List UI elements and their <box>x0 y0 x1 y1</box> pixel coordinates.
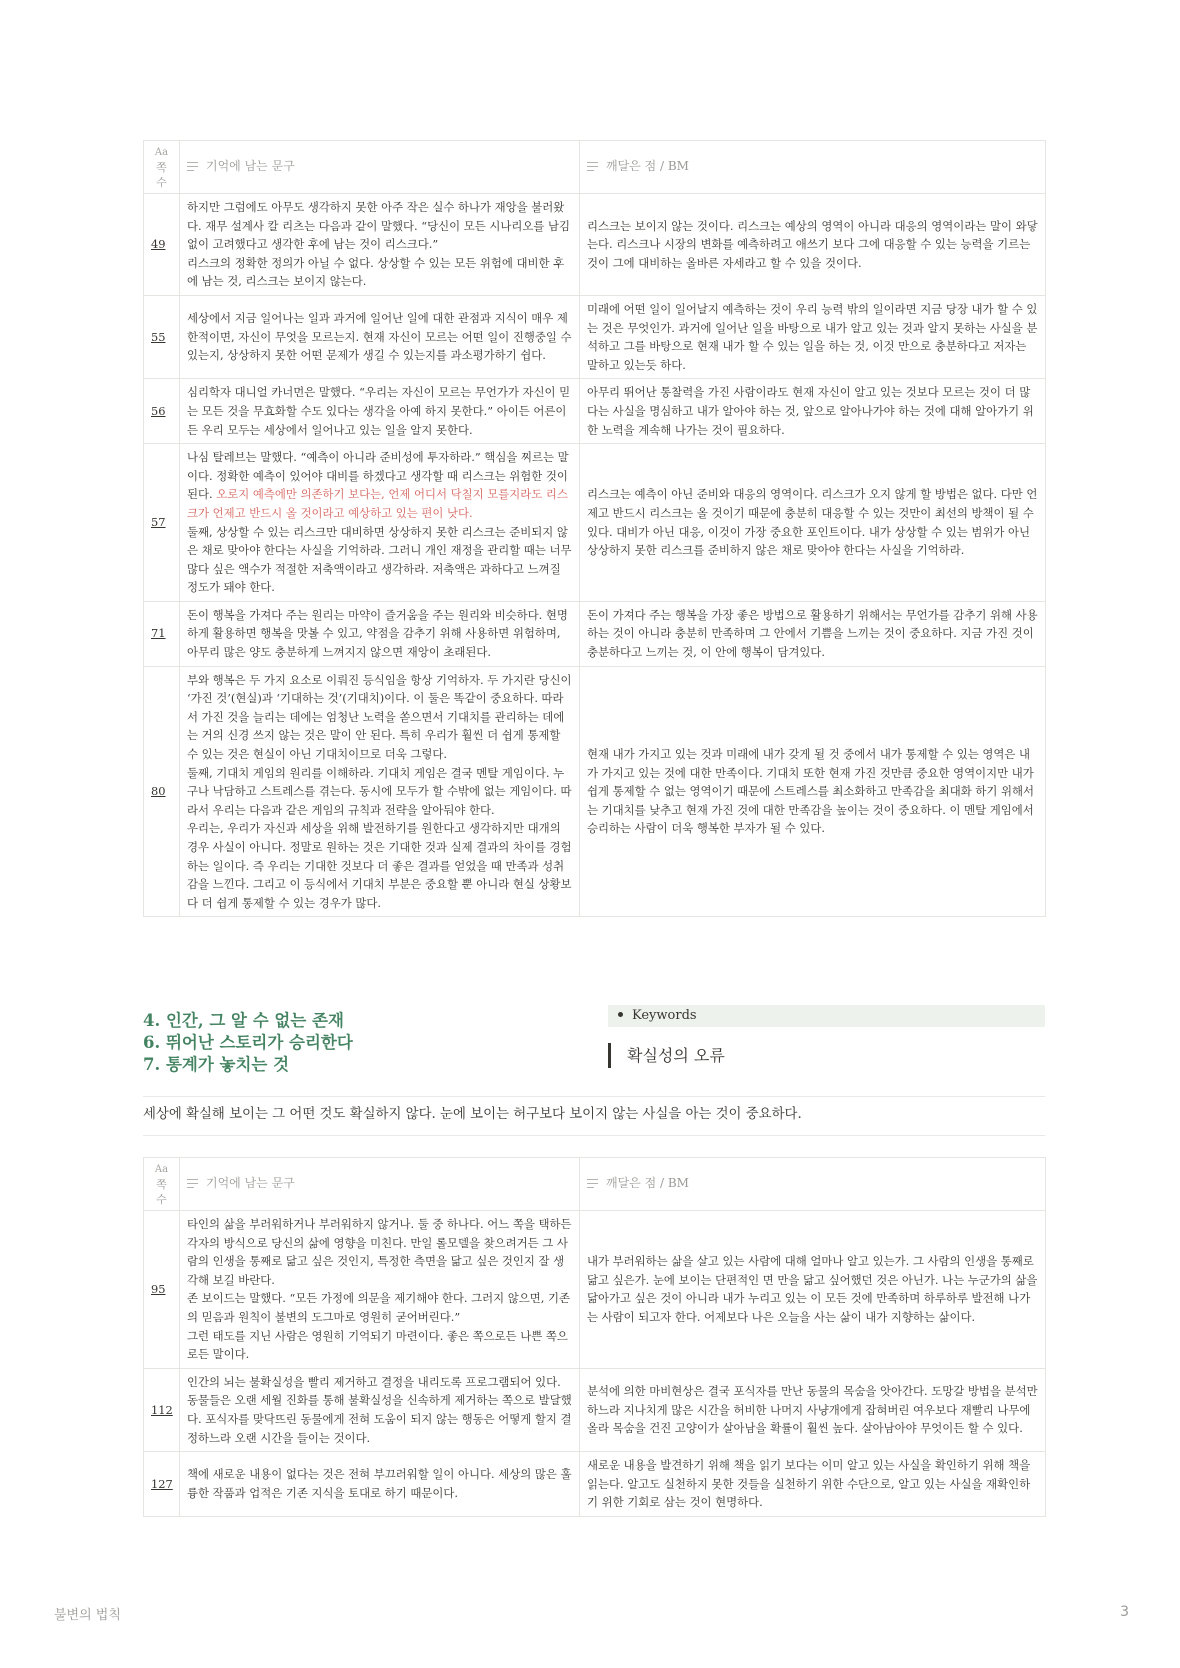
note-text: 리스크는 보이지 않는 것이다. 리스크는 예상의 영역이 아니라 대응의 영역이라는 말이 와닿는다. 리스크나 시장의 변화를 예측하려고 애쓰기 보다 그에 대응할 수 있는 능력을 기르는 것이 그에 대비하는 올바른 자세라고 할 수 있을 것이다. <box>587 218 1038 270</box>
quote-cell <box>180 1368 580 1451</box>
note-cell <box>580 601 1046 666</box>
chapter-heading: 4. 인간, 그 알 수 없는 존재 <box>143 1011 344 1030</box>
text-property-icon: Aa <box>154 146 169 158</box>
quote-text: 인간의 뇌는 불확실성을 빨리 제거하고 결정을 내리도록 프로그램되어 있다. 동물들은 오랜 세월 진화를 통해 불확실성을 신속하게 제거하는 쪽으로 발달했다. 포식자를 맞닥뜨린 동물에게 전혀 도움이 되지 않는 행동은 어떻게 할지 결정하느라 오랜 시간을 들이는 것이다. <box>187 1374 572 1445</box>
highlighted-quote-text: 오로지 예측에만 의존하기 보다는, 언제 어디서 닥칠지 모를지라도 리스크가 언제고 반드시 올 것이라고 예상하고 있는 편이 낫다. <box>187 487 568 520</box>
footer-document-title: 불변의 법칙 <box>54 1608 121 1623</box>
page-number-cell <box>144 295 180 378</box>
quote-text: 부와 행복은 두 가지 요소로 이뤄진 등식임을 항상 기억하자. 두 가지란 당신이 ‘가진 것’(현실)과 ‘기대하는 것’(기대치)이다. 이 둘은 똑같이 중요하다. 따라서 가진 것을 늘리는 데에는 엄청난 노력을 쏟으면서 기대치를 관리하는 데에는 거의 신경 쓰지 않는 것은 말이 안 된다. 특히 우리가 훨씬 더 쉽게 통제할 수 있는 것은 현실이 아닌 기대치이므로 더욱 그렇다. <box>187 672 572 762</box>
quote-cell <box>180 194 580 296</box>
table-row <box>144 194 1046 296</box>
page-number-cell <box>144 444 180 602</box>
note-text: 현재 내가 가지고 있는 것과 미래에 내가 갖게 될 것 중에서 내가 통제할 수 있는 영역은 내가 가지고 있는 것에 대한 만족이다. 기대치 또한 현재 가진 것만큼 중요한 영역이지만 내가 쉽게 통제할 수 없는 영역이기 때문에 스트레스를 최소화하고 만족감을 최대화 하기 위해서는 기대치를 낮추고 현재 가진 것에 대한 만족감을 높이는 것이 중요하다. 이 멘탈 게임에서 승리하는 사람이 더욱 행복한 부자가 될 수 있다. <box>587 747 1034 836</box>
chapter-headings <box>143 1010 603 1076</box>
quote-text: 나심 탈레브는 말했다. “예측이 아니라 준비성에 투자하라.” 핵심을 찌르는 말이다. 정확한 예측이 있어야 대비를 하겠다고 생각할 때 리스크는 위험한 것이 된다. <box>187 450 569 502</box>
note-text: 새로운 내용을 발견하기 위해 책을 읽기 보다는 이미 알고 있는 사실을 확인하기 위해 책을 읽는다. 알고도 실천하지 못한 것들을 실천하기 위한 수단으로, 알고 있는 사실을 재확인하기 위한 기회로 삼는 것이 현명하다. <box>587 1458 1031 1510</box>
chapter-heading: 7. 통계가 놓치는 것 <box>143 1055 290 1074</box>
note-cell <box>580 444 1046 602</box>
notes-table-1 <box>143 140 1046 917</box>
table-row <box>144 295 1046 378</box>
page-number-cell <box>144 1452 180 1517</box>
quote-cell <box>180 1452 580 1517</box>
quote-text: 심리학자 대니얼 카너먼은 말했다. “우리는 자신이 모르는 무언가가 자신이 믿는 모든 것을 무효화할 수도 있다는 생각을 아예 하지 못한다.” 아이든 어른이든 우리 모두는 세상에서 일어나고 있는 일을 알지 못한다. <box>187 385 571 437</box>
page-number-cell <box>144 1211 180 1369</box>
text-lines-icon <box>587 1179 598 1188</box>
page-number-link[interactable]: 55 <box>151 329 166 344</box>
page-number-link[interactable]: 71 <box>151 626 166 641</box>
note-cell <box>580 1368 1046 1451</box>
keywords-label: Keywords <box>632 1008 697 1023</box>
note-column-label: 깨달은 점 / BM <box>606 159 689 174</box>
quote-text: 둘째, 상상할 수 있는 리스크만 대비하면 상상하지 못한 리스크는 준비되지 않은 채로 맞아야 한다는 사실을 기억하라. 그러니 개인 재정을 관리할 때는 너무 많다 싶은 액수가 적절한 저축액이라고 생각하라. 저축액은 과하다고 느껴질 정도가 돼야 한다. <box>187 524 572 595</box>
table-row <box>144 1368 1046 1451</box>
quote-text: 세상에서 지금 일어나는 일과 과거에 일어난 일에 대한 관점과 지식이 매우 제한적이면, 자신이 무엇을 모르는지. 현재 자신이 모르는 어떤 일이 진행중일 수 있는지, 상상하지 못한 어떤 문제가 생길 수 있는지를 과소평가하기 쉽다. <box>187 311 572 363</box>
page-number-cell <box>144 601 180 666</box>
note-text: 미래에 어떤 일이 일어날지 예측하는 것이 우리 능력 밖의 일이라면 지금 당장 내가 할 수 있는 것은 무엇인가. 과거에 일어난 일을 바탕으로 내가 알고 있는 것과 알지 못하는 사실을 분석하고 그를 바탕으로 현재 내가 할 수 있는 일을 하는 것, 이것 만으로 충분하다고 저자는 말하고 있는듯 하다. <box>587 301 1038 372</box>
page-number-cell <box>144 194 180 296</box>
keyword-quote: 확실성의 오류 <box>608 1043 725 1068</box>
note-cell <box>580 666 1046 917</box>
page-number-link[interactable]: 80 <box>151 784 166 799</box>
page-number-cell <box>144 666 180 917</box>
page-number-link[interactable]: 112 <box>151 1402 173 1417</box>
quote-column-label: 기억에 남는 문구 <box>206 159 295 174</box>
note-text: 리스크는 예측이 아닌 준비와 대응의 영역이다. 리스크가 오지 않게 할 방법은 없다. 다만 언제고 반드시 리스크는 올 것이기 때문에 충분히 대응할 수 있는 것만이 최선의 방책이 될 수 있다. 대비가 아닌 대응, 이것이 가장 중요한 포인트이다. 내가 상상할 수 있는 범위가 아닌 상상하지 못한 리스크를 준비하지 않은 채로 맞아야 한다는 사실을 기억하라. <box>587 487 1038 558</box>
page-number-link[interactable]: 95 <box>151 1282 166 1297</box>
page-column-label: 쪽 수 <box>156 1177 167 1206</box>
page-column-label: 쪽 수 <box>156 160 167 189</box>
quote-text: 그런 태도를 지닌 사람은 영원히 기억되기 마련이다. 좋은 쪽으로든 나쁜 쪽으로든 말이다. <box>187 1328 568 1362</box>
quote-column-header[interactable] <box>180 1158 580 1211</box>
note-cell <box>580 1452 1046 1517</box>
quote-text: 돈이 행복을 가져다 주는 원리는 마약이 즐거움을 주는 원리와 비슷하다. 현명하게 활용하면 행복을 맛볼 수 있고, 약점을 감추기 위해 사용하면 위험하며, 아무리 많은 양도 충분하게 느껴지지 않으면 재앙이 초래된다. <box>187 607 568 660</box>
note-cell <box>580 379 1046 444</box>
summary-text: 세상에 확실해 보이는 그 어떤 것도 확실하지 않다. 눈에 보이는 허구보다 보이지 않는 사실을 아는 것이 중요하다. <box>143 1096 1045 1136</box>
table-row <box>144 1211 1046 1369</box>
table-row <box>144 444 1046 602</box>
table-row <box>144 666 1046 917</box>
table-row <box>144 1452 1046 1517</box>
note-text: 돈이 가져다 주는 행복을 가장 좋은 방법으로 활용하기 위해서는 무언가를 감추기 위해 사용하는 것이 아니라 충분히 만족하며 그 안에서 기쁨을 느끼는 것이 중요하다. 지금 가진 것이 충분하다고 느끼는 것, 이 안에 행복이 담겨있다. <box>587 607 1038 660</box>
note-text: 아무리 뛰어난 통찰력을 가진 사람이라도 현재 자신이 알고 있는 것보다 모르는 것이 더 많다는 사실을 명심하고 내가 알아야 하는 것, 앞으로 알아나가야 하는 것에 대해 알아가기 위한 노력을 계속해 나가는 것이 필요하다. <box>587 385 1034 437</box>
quote-cell <box>180 379 580 444</box>
text-lines-icon <box>187 1179 198 1188</box>
page-number-cell <box>144 1368 180 1451</box>
note-column-header[interactable] <box>580 1158 1046 1211</box>
quote-column-label: 기억에 남는 문구 <box>206 1176 295 1191</box>
quote-text: 타인의 삶을 부러워하거나 부러워하지 않거나. 둘 중 하나다. 어느 쪽을 택하든 각자의 방식으로 당신의 삶에 영향을 미친다. 만일 롤모델을 찾으려거든 그 사람의 인생을 통째로 닮고 싶은 것인지, 특정한 측면을 닮고 싶은 것인지 잘 생각해 보길 바란다. <box>187 1217 572 1287</box>
page-number-link[interactable]: 57 <box>151 515 166 530</box>
table-header-row <box>144 141 1046 194</box>
quote-cell <box>180 1211 580 1369</box>
quote-cell <box>180 601 580 666</box>
quote-text: 하지만 그럼에도 아무도 생각하지 못한 아주 작은 실수 하나가 재앙을 불러왔다. 재무 설계사 칼 리츠는 다음과 같이 말했다. “당신이 모든 시나리오를 남김없이 고려했다고 생각한 후에 남는 것이 리스크다.” <box>187 200 570 252</box>
note-cell <box>580 295 1046 378</box>
table-header-row <box>144 1158 1046 1211</box>
quote-column-header[interactable] <box>180 141 580 194</box>
footer-page-number: 3 <box>1120 1604 1129 1620</box>
bullet-icon <box>618 1012 623 1017</box>
quote-text: 둘째, 기대치 게임의 원리를 이해하라. 기대치 게임은 결국 멘탈 게임이다. 누구나 낙담하고 스트레스를 겪는다. 동시에 모두가 할 수밖에 없는 게임이다. 따라서 우리는 다음과 같은 게임의 규칙과 전략을 알아둬야 한다. <box>187 765 572 817</box>
quote-text: 우리는, 우리가 자신과 세상을 위해 발전하기를 원한다고 생각하지만 대개의 경우 사실이 아니다. 정말로 원하는 것은 기대한 것과 실제 결과의 차이를 경험하는 일이다. 즉 우리는 기대한 것보다 더 좋은 결과를 얻었을 때 만족과 성취감을 느낀다. 그리고 이 등식에서 기대치 부분은 중요할 뿐 아니라 현실 상황보다 더 쉽게 통제할 수 있는 경우가 많다. <box>187 821 572 910</box>
note-column-label: 깨달은 점 / BM <box>606 1176 689 1191</box>
quote-text: 존 보이드는 말했다. “모든 가정에 의문을 제기해야 한다. 그러지 않으면, 기존의 믿음과 원칙이 불변의 도그마로 영원히 굳어버린다.” <box>187 1291 570 1324</box>
page-column-header[interactable] <box>144 1158 180 1211</box>
table-row <box>144 379 1046 444</box>
note-column-header[interactable] <box>580 141 1046 194</box>
quote-text: 리스크의 정확한 정의가 아닐 수 없다. 상상할 수 있는 모든 위험에 대비한 후에 남는 것, 리스크는 보이지 않는다. <box>187 255 565 289</box>
keywords-toggle[interactable] <box>608 1005 1045 1027</box>
table-row <box>144 601 1046 666</box>
quote-cell <box>180 666 580 917</box>
quote-cell <box>180 444 580 602</box>
note-cell <box>580 194 1046 296</box>
quote-text: 책에 새로운 내용이 없다는 것은 전혀 부끄러워할 일이 아니다. 세상의 많은 훌륭한 작품과 업적은 기존 지식을 토대로 하기 때문이다. <box>187 1467 572 1501</box>
text-property-icon: Aa <box>154 1163 169 1175</box>
note-cell <box>580 1211 1046 1369</box>
text-lines-icon <box>187 162 198 171</box>
text-lines-icon <box>587 162 598 171</box>
chapter-heading: 6. 뛰어난 스토리가 승리한다 <box>143 1033 353 1052</box>
note-text: 내가 부러워하는 삶을 살고 있는 사람에 대해 얼마나 알고 있는가. 그 사람의 인생을 통째로 닮고 싶은가. 눈에 보이는 단편적인 면 만을 닮고 싶어했던 것은 아닌가. 나는 누군가의 삶을 닮아가고 싶은 것이 아니라 내가 누리고 있는 이 모든 것에 만족하며 하루하루 발전해 나가는 사람이 되고자 한다. 어제보다 나은 오늘을 사는 삶이 내가 지향하는 삶이다. <box>587 1254 1038 1324</box>
page-number-cell <box>144 379 180 444</box>
page-number-link[interactable]: 49 <box>151 237 166 252</box>
page-column-header[interactable] <box>144 141 180 194</box>
notes-table-2 <box>143 1157 1046 1517</box>
note-text: 분석에 의한 마비현상은 결국 포식자를 만난 동물의 목숨을 앗아간다. 도망갈 방법을 분석만 하느라 지나치게 많은 시간을 허비한 나머지 사냥개에게 잡혀버린 여우보다 재빨리 나무에 올라 목숨을 건진 고양이가 살아남을 확률이 훨씬 높다. 살아남아야 무엇이든 할 수 있다. <box>587 1384 1038 1436</box>
page-number-link[interactable]: 56 <box>151 403 166 418</box>
quote-cell <box>180 295 580 378</box>
page-number-link[interactable]: 127 <box>151 1476 173 1491</box>
